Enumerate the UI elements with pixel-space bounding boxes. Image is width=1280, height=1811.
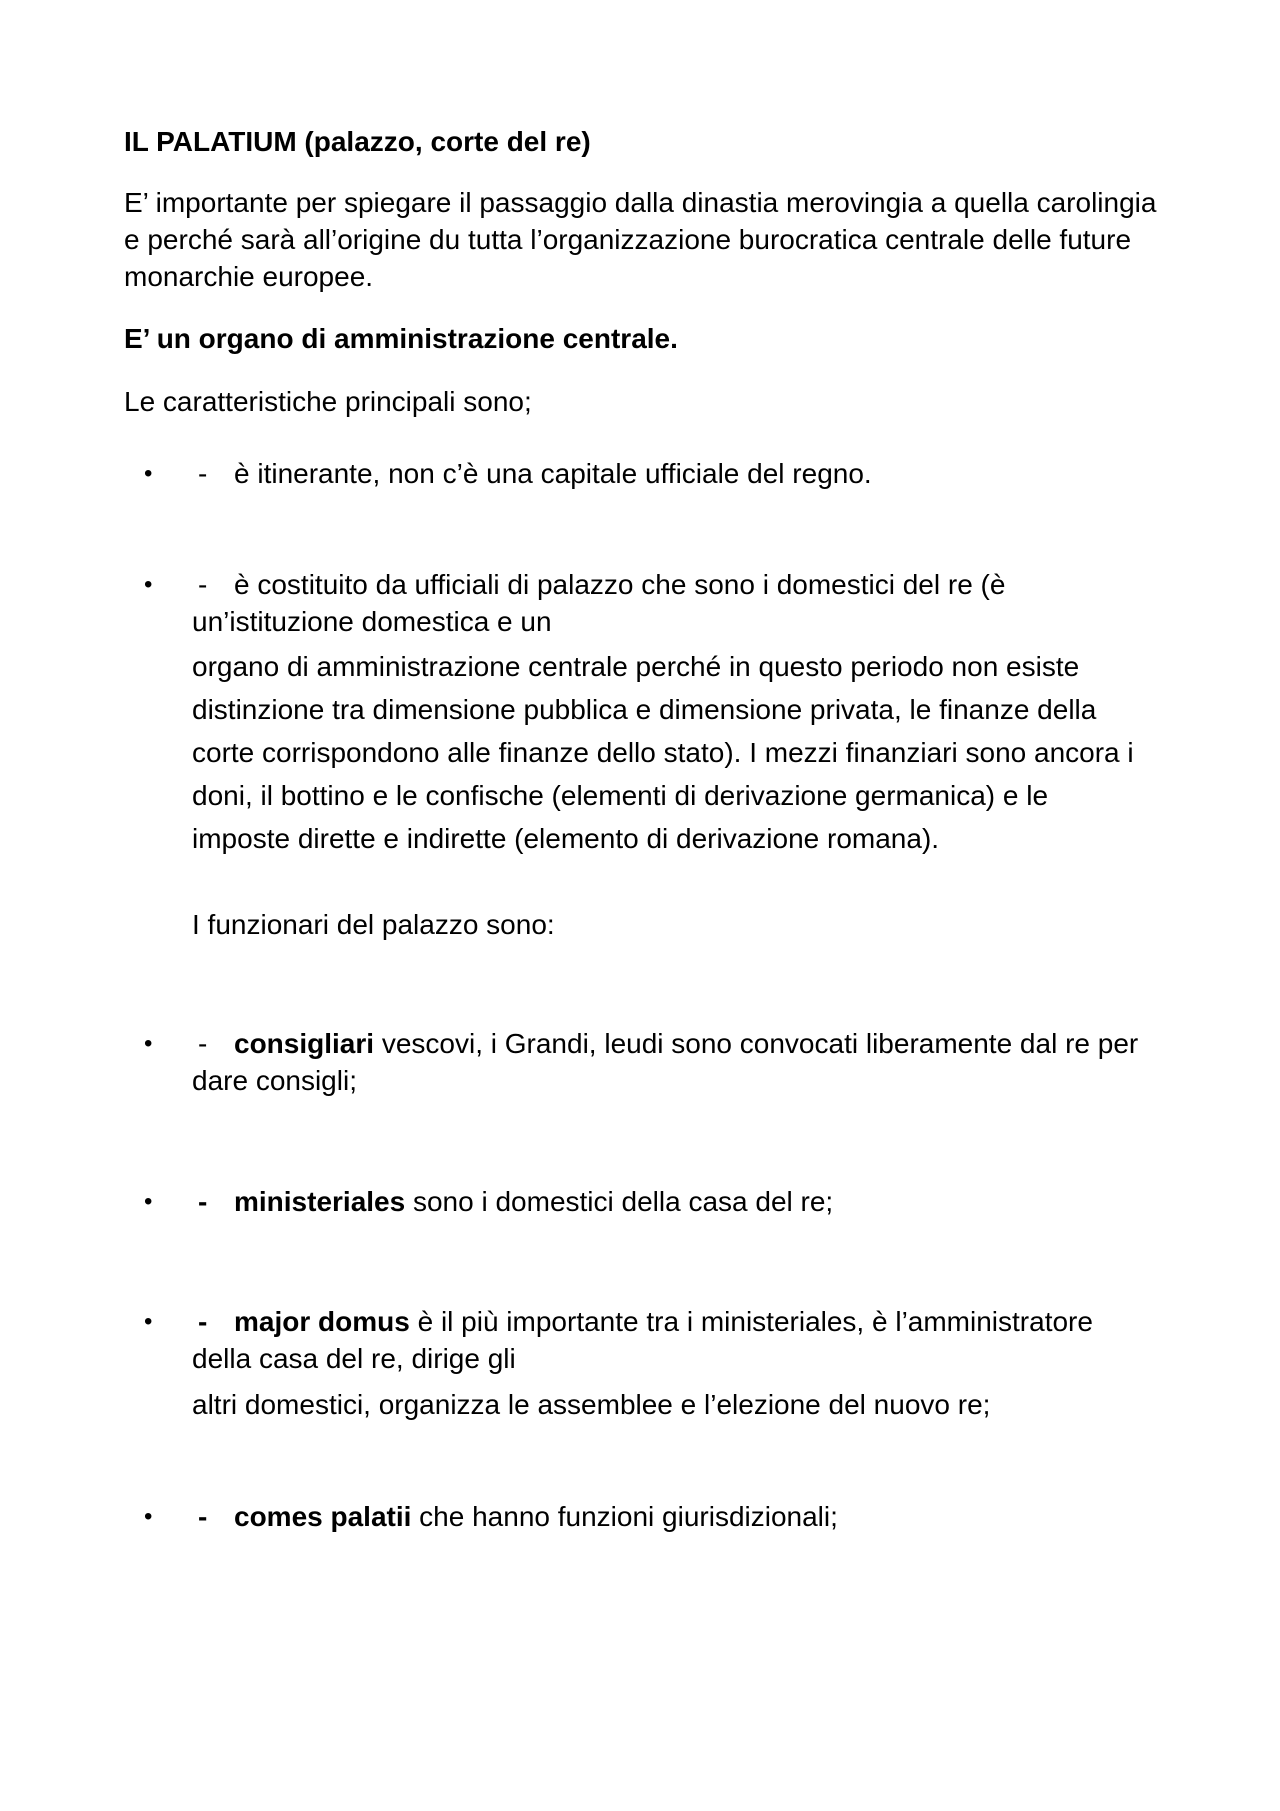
list-item-continuation-2: I funzionari del palazzo sono: bbox=[192, 909, 555, 940]
bullet-icon: • bbox=[144, 1188, 153, 1215]
bullet-icon: • bbox=[144, 1030, 153, 1057]
list-item-text: consigliari vescovi, i Grandi, leudi sono convocati liberamente dal re per dare consigli; bbox=[192, 1028, 1139, 1096]
list-item-continuation: altri domestici, organizza le assemblee e l’elezione del nuovo re; bbox=[192, 1389, 991, 1420]
intro-paragraph: E’ importante per spiegare il passaggio dalla dinastia merovingia a quella carolingia e perché sarà all’origine du tutta l’organizzazione burocratica centrale delle future monarchie europee. bbox=[124, 187, 1157, 292]
list-item-text: ministeriales sono i domestici della casa del re; bbox=[234, 1186, 834, 1217]
subheading: E’ un organo di amministrazione centrale. bbox=[124, 323, 678, 354]
bullet-icon: • bbox=[144, 460, 153, 487]
dash-marker: - bbox=[198, 1186, 208, 1217]
term-consigliari: consigliari bbox=[234, 1028, 375, 1059]
list-item-text: major domus è il più importante tra i ministeriales, è l’amministratore della casa del re, dirige gli bbox=[192, 1306, 1093, 1374]
list-item-continuation: organo di amministrazione centrale perché in questo periodo non esiste distinzione tra dimensione pubblica e dimensione privata, le finanze della corte corrispondono alle finanze dello stato). I mezzi finanziari sono ancora i doni, il bottino e le confische (elementi di derivazione germanica) e le imposte dirette e indirette (elemento di derivazione romana). bbox=[192, 651, 1134, 854]
term-ministeriales: ministeriales bbox=[234, 1186, 406, 1217]
lead-paragraph: Le caratteristiche principali sono; bbox=[124, 386, 532, 417]
dash-marker: - bbox=[198, 458, 208, 489]
bullet-icon: • bbox=[144, 571, 153, 598]
bullet-icon: • bbox=[144, 1503, 153, 1530]
term-major-domus: major domus bbox=[234, 1306, 410, 1337]
dash-marker: - bbox=[198, 569, 208, 600]
list-item-text: è costituito da ufficiali di palazzo che sono i domestici del re (è un’istituzione domestica e un bbox=[192, 569, 1006, 637]
document-title: IL PALATIUM (palazzo, corte del re) bbox=[124, 126, 591, 157]
list-item-text: comes palatii che hanno funzioni giurisdizionali; bbox=[234, 1501, 838, 1532]
term-comes-palatii: comes palatii bbox=[234, 1501, 412, 1532]
list-item-text: è itinerante, non c’è una capitale ufficiale del regno. bbox=[234, 458, 872, 489]
dash-marker: - bbox=[198, 1306, 208, 1337]
dash-marker: - bbox=[198, 1028, 208, 1059]
dash-marker: - bbox=[198, 1501, 208, 1532]
bullet-icon: • bbox=[144, 1308, 153, 1335]
